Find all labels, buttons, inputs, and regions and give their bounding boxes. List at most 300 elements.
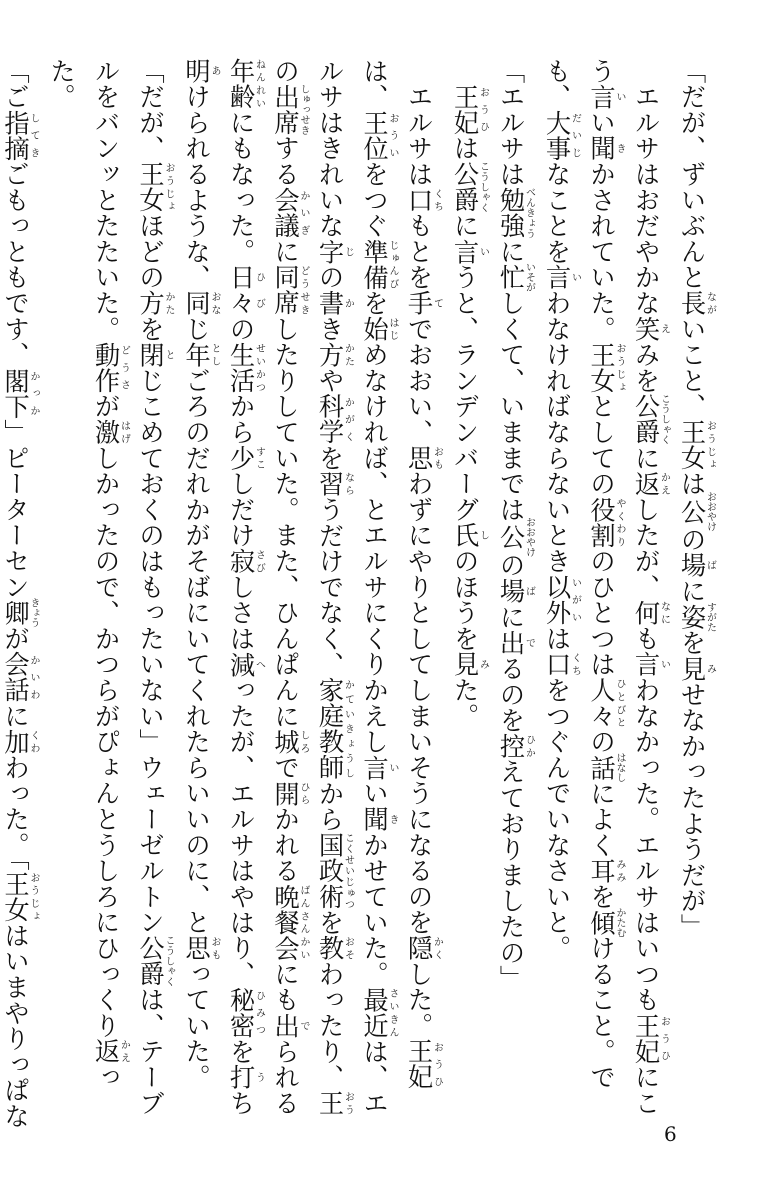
- ruby-word: [677, 655, 716, 682]
- ruby-word: [271, 883, 309, 962]
- paragraph: [39, 58, 174, 1138]
- ruby-base: 耳: [587, 857, 616, 884]
- ruby-word: [404, 935, 443, 962]
- ruby-word: [360, 806, 398, 833]
- ruby-base: 会議: [271, 187, 300, 239]
- ruby-reading: ひか: [523, 733, 535, 759]
- ruby-word: [136, 161, 174, 213]
- ruby-base: 出: [271, 1012, 300, 1039]
- ruby-base: 忙: [496, 262, 526, 293]
- ruby-base: 氏: [450, 522, 480, 549]
- ruby-base: 同席: [271, 264, 300, 317]
- ruby-word: [271, 780, 309, 807]
- text-run: も: [631, 625, 661, 652]
- text-run: じ: [182, 316, 211, 342]
- ruby-word: [271, 83, 309, 136]
- paragraph: [534, 58, 669, 1138]
- text-run: に: [271, 238, 300, 265]
- ruby-word: [450, 651, 489, 678]
- ruby-reading: き: [614, 135, 625, 162]
- text-run: の: [226, 316, 256, 342]
- ruby-word: [450, 83, 489, 136]
- ruby-word: [271, 728, 309, 755]
- ruby-word: [496, 187, 535, 239]
- ruby-word: [315, 677, 354, 781]
- ruby-base: 会話: [1, 651, 30, 704]
- ruby-word: [450, 161, 489, 213]
- ruby-reading: み: [477, 651, 489, 678]
- text-run: かれる: [271, 806, 300, 884]
- ruby-reading: おうひ: [477, 83, 489, 136]
- ruby-reading: かていきょうし: [342, 677, 354, 781]
- paragraph: [0, 58, 39, 1138]
- text-run: を: [226, 1038, 256, 1065]
- ruby-word: [677, 290, 716, 317]
- ruby-reading: おおやけ: [523, 517, 535, 558]
- ruby-reading: い: [569, 264, 581, 291]
- text-run: した。: [404, 961, 434, 1039]
- ruby-base: 減: [226, 651, 256, 678]
- text-run: うと、ランデンバーグ: [450, 264, 480, 523]
- ruby-word: [404, 1038, 443, 1091]
- ruby-base: 習: [315, 470, 345, 497]
- text-run: い: [587, 109, 616, 136]
- ruby-base: 勉強: [496, 187, 526, 239]
- ruby-word: [315, 935, 354, 962]
- ruby-base: 隠: [404, 935, 434, 962]
- ruby-reading: すがた: [704, 601, 716, 632]
- ruby-reading: と: [163, 341, 174, 368]
- ruby-word: [1, 871, 39, 923]
- ruby-reading: こうしゃく: [163, 935, 174, 987]
- ruby-word: [271, 1012, 309, 1039]
- text-run: は、エルサはきれいな: [315, 58, 389, 1116]
- ruby-base: 口: [542, 651, 572, 678]
- ruby-reading: なが: [704, 290, 716, 317]
- ruby-word: [496, 262, 535, 293]
- ruby-reading: い: [387, 754, 398, 781]
- ruby-reading: どうさ: [118, 341, 130, 394]
- ruby-word: [226, 1064, 265, 1091]
- text-run: としての: [587, 393, 616, 497]
- ruby-word: [587, 752, 625, 783]
- text-run: の: [496, 552, 526, 579]
- text-run: じこめておくのはもったいない」ウェーゼルトン: [136, 367, 165, 936]
- ruby-reading: どうせき: [298, 264, 309, 317]
- ruby-word: [631, 470, 670, 497]
- ruby-word: [360, 754, 398, 781]
- ruby-word: [587, 677, 625, 729]
- text-run: しだけ: [226, 470, 256, 549]
- ruby-reading: じゅんび: [387, 238, 398, 291]
- ruby-word: [542, 109, 581, 162]
- ruby-reading: くわ: [28, 728, 39, 755]
- ruby-word: [315, 832, 354, 910]
- ruby-reading: かっか: [28, 367, 39, 420]
- ruby-word: [226, 986, 265, 1039]
- ruby-word: [91, 341, 130, 394]
- ruby-base: 言: [450, 238, 480, 265]
- ruby-base: 公: [677, 491, 707, 532]
- ruby-reading: かいぎ: [298, 187, 309, 239]
- ruby-word: [182, 290, 220, 317]
- ruby-reading: じ: [342, 238, 354, 265]
- ruby-word: [271, 187, 309, 239]
- ruby-reading: で: [298, 1012, 309, 1039]
- ruby-word: [315, 470, 354, 497]
- ruby-base: 城: [271, 728, 300, 755]
- text-run: に: [496, 604, 526, 630]
- text-run: わなければならないとき: [542, 290, 572, 575]
- text-run: エルサは: [404, 58, 434, 187]
- ruby-reading: おうひ: [658, 1012, 670, 1065]
- text-run: から: [226, 393, 256, 446]
- text-run: は: [450, 135, 480, 162]
- ruby-reading: とし: [209, 341, 220, 368]
- ruby-reading: かえ: [118, 1038, 130, 1065]
- text-run: えておりましたの」: [496, 758, 526, 992]
- ruby-reading: え: [658, 316, 670, 342]
- ruby-word: [315, 290, 354, 317]
- ruby-base: 年齢: [226, 58, 256, 110]
- ruby-base: 公爵: [136, 935, 165, 987]
- ruby-word: [587, 857, 625, 884]
- ruby-word: [1, 367, 39, 420]
- text-run: を: [315, 445, 345, 471]
- ruby-word: [226, 548, 265, 575]
- ruby-word: [496, 629, 535, 656]
- text-run: を: [587, 883, 616, 910]
- ruby-reading: み: [704, 655, 716, 682]
- ruby-reading: だいじ: [569, 109, 581, 162]
- ruby-base: 口: [404, 187, 434, 213]
- ruby-base: 開: [271, 780, 300, 807]
- ruby-word: [315, 1090, 354, 1116]
- ruby-base: 以外: [542, 574, 572, 626]
- ruby-reading: い: [658, 651, 670, 678]
- ruby-base: 寂: [226, 548, 256, 575]
- ruby-word: [677, 552, 716, 579]
- text-run: られる: [271, 1038, 300, 1116]
- text-run: ほどの: [136, 212, 165, 291]
- text-run: を: [315, 909, 345, 936]
- text-run: 「だが、: [136, 58, 165, 162]
- ruby-base: 控: [496, 733, 526, 759]
- ruby-word: [631, 599, 670, 626]
- text-run: したが、: [631, 496, 661, 600]
- ruby-reading: かたむ: [614, 907, 625, 938]
- ruby-base: 公: [496, 517, 526, 558]
- text-run: で: [271, 754, 300, 781]
- ruby-word: [587, 83, 625, 110]
- ruby-word: [450, 238, 489, 265]
- ruby-word: [587, 496, 625, 549]
- ruby-base: 公爵: [631, 393, 661, 446]
- ruby-base: 何: [631, 599, 661, 626]
- ruby-reading: おな: [209, 290, 220, 317]
- ruby-reading: か: [342, 290, 354, 317]
- ruby-base: 王女: [1, 871, 30, 923]
- ruby-base: 場: [496, 578, 526, 605]
- ruby-word: [677, 601, 716, 632]
- text-run: かされていた。: [587, 161, 616, 342]
- ruby-reading: ひみつ: [253, 986, 265, 1039]
- ruby-base: 最近: [360, 986, 389, 1039]
- ruby-reading: こうしゃく: [658, 393, 670, 446]
- ruby-reading: ひら: [298, 780, 309, 807]
- ruby-reading: しゅっせき: [298, 83, 309, 136]
- text-run: を: [677, 629, 707, 656]
- text-run: をつぐ: [360, 161, 389, 239]
- text-run: や: [315, 367, 345, 394]
- text-run: 「ご: [1, 58, 30, 110]
- ruby-base: 家庭教師: [315, 677, 345, 781]
- text-run: しさは: [226, 574, 256, 652]
- ruby-base: 返: [631, 470, 661, 497]
- ruby-reading: おうじょ: [163, 161, 174, 213]
- text-run: ち: [226, 1090, 256, 1116]
- ruby-word: [271, 264, 309, 317]
- text-run: わった。「: [1, 754, 30, 872]
- ruby-base: 場: [677, 552, 707, 579]
- ruby-base: 同: [182, 290, 211, 317]
- ruby-reading: ひび: [253, 264, 265, 317]
- ruby-word: [136, 935, 174, 987]
- ruby-base: 年: [182, 341, 211, 368]
- text-run: た。: [450, 677, 480, 729]
- ruby-reading: なら: [342, 470, 354, 497]
- ruby-reading: う: [253, 1064, 265, 1091]
- text-run: けられるような、: [182, 83, 211, 291]
- text-run: 「だが、ずいぶんと: [677, 58, 707, 291]
- ruby-reading: こくせいじゅつ: [342, 832, 354, 910]
- ruby-base: 聞: [587, 135, 616, 162]
- ruby-base: 話: [587, 752, 616, 783]
- text-run: はいまやりっぱな: [1, 922, 30, 1130]
- ruby-reading: さび: [253, 548, 265, 575]
- ruby-base: 笑: [631, 316, 661, 342]
- paragraph: [442, 58, 488, 1138]
- ruby-base: 明: [182, 58, 211, 84]
- ruby-word: [136, 341, 174, 368]
- ruby-base: 役割: [587, 496, 616, 549]
- ruby-reading: かえ: [658, 470, 670, 497]
- ruby-word: [450, 522, 489, 549]
- text-run: の: [587, 728, 616, 755]
- ruby-word: [360, 986, 398, 1039]
- ruby-base: 見: [677, 655, 707, 682]
- ruby-word: [542, 651, 581, 678]
- ruby-word: [587, 907, 625, 938]
- ruby-reading: かた: [342, 341, 354, 368]
- ruby-word: [677, 491, 716, 532]
- text-run: は、テーブルをバンッとたたいた。: [91, 58, 165, 1116]
- ruby-base: 王妃: [450, 83, 480, 136]
- ruby-reading: かいわ: [28, 651, 39, 704]
- ruby-base: 始: [360, 316, 389, 342]
- ruby-base: 手: [404, 290, 434, 317]
- ruby-reading: はなし: [614, 752, 625, 783]
- ruby-reading: へ: [253, 651, 265, 678]
- text-run: うだけでなく、: [315, 496, 345, 678]
- ruby-base: 生活: [226, 341, 256, 394]
- text-run: った。: [47, 58, 121, 1091]
- ruby-word: [1, 651, 39, 704]
- text-run: の: [677, 526, 707, 553]
- ruby-reading: おうひ: [431, 1038, 443, 1091]
- ruby-base: 加: [1, 728, 30, 755]
- text-run: せなかったようだが」: [677, 681, 707, 940]
- ruby-word: [315, 341, 354, 368]
- text-run: わったり、: [315, 961, 345, 1091]
- paragraph: [488, 58, 534, 1138]
- ruby-reading: かく: [431, 935, 443, 962]
- ruby-reading: せいかつ: [253, 341, 265, 394]
- ruby-word: [226, 264, 265, 317]
- text-run: なことを: [542, 161, 572, 265]
- ruby-reading: ひとびと: [614, 677, 625, 729]
- ruby-word: [360, 109, 398, 162]
- ruby-reading: やくわり: [614, 496, 625, 549]
- ruby-word: [587, 341, 625, 394]
- text-run: は、: [360, 58, 389, 110]
- text-run: 」ピーターセン: [1, 419, 30, 600]
- ruby-word: [542, 574, 581, 626]
- paragraph: [669, 58, 715, 1138]
- ruby-reading: い: [477, 238, 489, 265]
- ruby-reading: みみ: [614, 857, 625, 884]
- text-run: の: [271, 58, 300, 84]
- ruby-base: 日々: [226, 264, 256, 317]
- text-run: の: [315, 264, 345, 291]
- ruby-base: 返: [91, 1038, 121, 1065]
- ruby-reading: し: [477, 522, 489, 549]
- ruby-reading: き: [387, 806, 398, 833]
- ruby-word: [631, 1012, 670, 1065]
- ruby-base: 王女: [587, 341, 616, 394]
- text-run: い: [360, 780, 389, 807]
- ruby-base: 出: [496, 629, 526, 656]
- ruby-reading: さいきん: [387, 986, 398, 1039]
- text-run: ごもっともです、: [1, 161, 30, 368]
- ruby-reading: おそ: [342, 935, 354, 962]
- text-run: るのを: [496, 655, 526, 734]
- ruby-reading: おも: [209, 935, 220, 962]
- ruby-base: 字: [315, 238, 345, 265]
- text-run: わずにやりとしてしまいそうになるのを: [404, 470, 434, 936]
- text-run: する: [271, 135, 300, 188]
- text-run: を: [136, 316, 165, 342]
- text-run: に: [631, 445, 661, 471]
- text-run: が: [91, 393, 121, 420]
- text-run: にもなった。: [226, 109, 256, 265]
- page-number: 6: [664, 1122, 677, 1146]
- ruby-base: 言: [631, 651, 661, 678]
- text-run: みを: [631, 341, 661, 394]
- ruby-word: [496, 733, 535, 759]
- ruby-word: [587, 135, 625, 162]
- ruby-word: [1, 728, 39, 755]
- text-run: でおおい、: [404, 316, 434, 446]
- ruby-base: 打: [226, 1064, 256, 1091]
- text-run: を: [360, 290, 389, 317]
- text-run: [451, 58, 480, 84]
- ruby-reading: かがく: [342, 393, 354, 446]
- ruby-reading: くち: [569, 651, 581, 678]
- text-run: もとを: [404, 212, 434, 291]
- ruby-word: [182, 935, 220, 962]
- ruby-word: [1, 109, 39, 162]
- text-run: き: [315, 316, 345, 342]
- paragraph: [174, 58, 443, 1138]
- ruby-reading: ば: [523, 578, 535, 605]
- ruby-word: [226, 341, 265, 394]
- ruby-reading: ばんさんかい: [298, 883, 309, 962]
- ruby-base: 公爵: [450, 161, 480, 213]
- text-run: わなかった。エルサはいつも: [631, 677, 661, 1013]
- text-run: っていた。: [182, 961, 211, 1091]
- ruby-reading: しろ: [298, 728, 309, 755]
- text-run: をつぐんでいなさいと。: [542, 677, 572, 962]
- ruby-word: [226, 58, 265, 110]
- ruby-reading: おうじょ: [614, 341, 625, 394]
- text-run: によく: [587, 780, 616, 858]
- ruby-reading: きょう: [28, 597, 39, 628]
- ruby-base: 王: [315, 1090, 345, 1116]
- ruby-base: 言: [587, 83, 616, 110]
- text-run: けること。でも、: [542, 58, 616, 1091]
- ruby-reading: おおやけ: [704, 491, 716, 532]
- ruby-reading: くち: [431, 187, 443, 213]
- ruby-word: [631, 393, 670, 446]
- text-run: は: [677, 470, 707, 497]
- ruby-word: [182, 58, 220, 84]
- ruby-base: 閉: [136, 341, 165, 368]
- ruby-reading: はじ: [387, 316, 398, 342]
- ruby-base: 準備: [360, 238, 389, 291]
- ruby-base: 言: [542, 264, 572, 291]
- text-run: にこう: [587, 58, 661, 1116]
- ruby-base: 姿: [677, 601, 707, 632]
- ruby-word: [136, 290, 174, 317]
- ruby-base: 動作: [91, 341, 121, 394]
- ruby-word: [1, 597, 39, 628]
- ruby-word: [404, 445, 443, 471]
- ruby-base: 教: [315, 935, 345, 962]
- ruby-base: 晩餐会: [271, 883, 300, 962]
- ruby-word: [315, 393, 354, 446]
- ruby-base: 国政術: [315, 832, 345, 910]
- ruby-word: [496, 578, 535, 605]
- ruby-base: 言: [360, 754, 389, 781]
- ruby-reading: おも: [431, 445, 443, 471]
- ruby-reading: おうじょ: [704, 419, 716, 471]
- text-run: のほうを: [450, 548, 480, 652]
- ruby-reading: はげ: [118, 419, 130, 446]
- ruby-reading: おうい: [387, 109, 398, 162]
- ruby-base: 見: [450, 651, 480, 678]
- text-run: のひとつは: [587, 548, 616, 678]
- ruby-word: [91, 1038, 130, 1065]
- text-run: から: [315, 780, 345, 833]
- ruby-word: [360, 238, 398, 291]
- ruby-reading: おうじょ: [28, 871, 39, 923]
- text-run: が: [1, 625, 30, 652]
- text-run: ったが、エルサはやはり、: [226, 677, 256, 987]
- ruby-reading: て: [431, 290, 443, 317]
- ruby-word: [226, 445, 265, 471]
- ruby-base: 方: [315, 341, 345, 368]
